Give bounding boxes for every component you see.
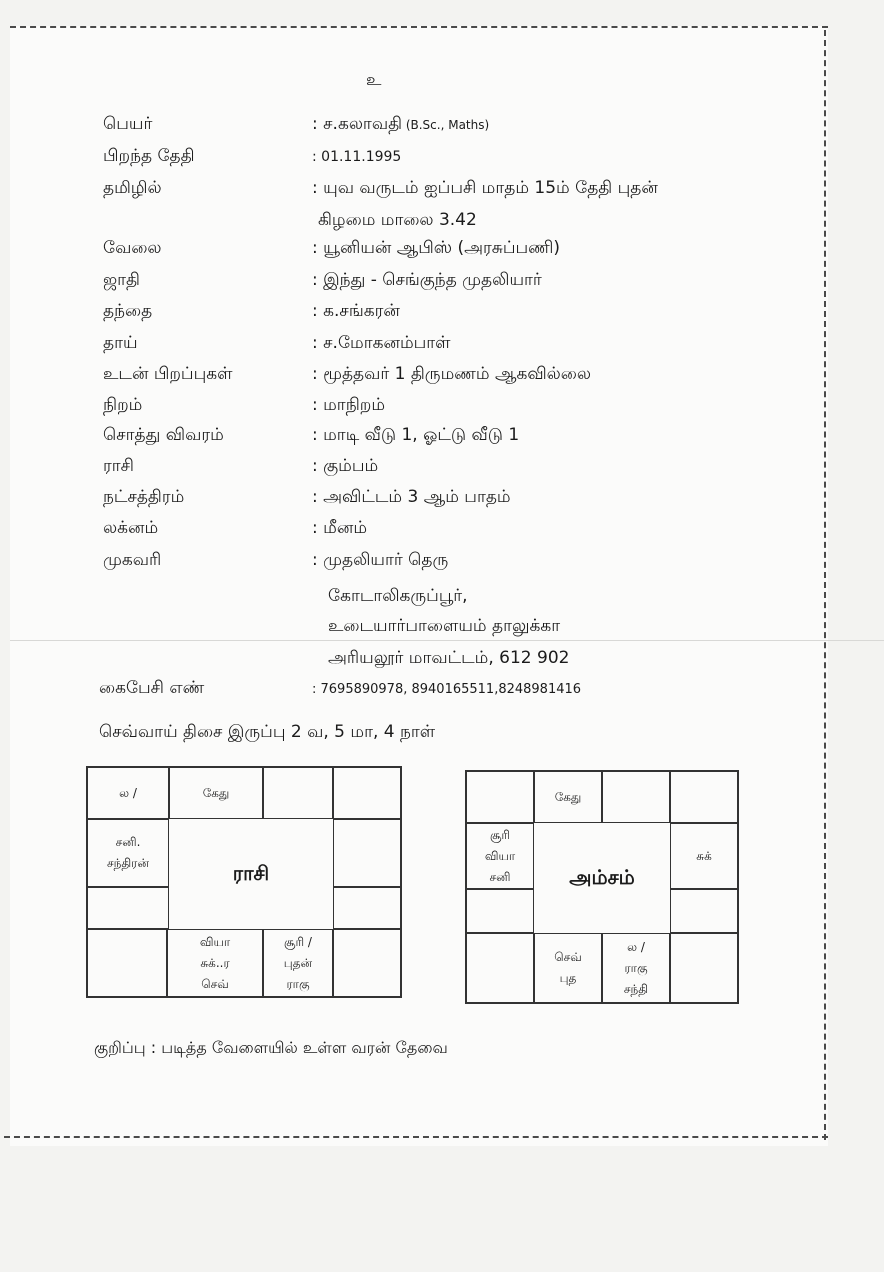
field-row-rasi: [0, 456, 884, 486]
field-label: பிறந்த தேதி: [103, 146, 195, 166]
field-value: : முதலியார் தெரு: [312, 550, 449, 570]
field-row-address: [0, 550, 884, 580]
phone-numbers: : 7695890978, 8940165511,8248981416: [312, 682, 582, 697]
field-value: : ச.கலாவதி (B.Sc., Maths): [312, 114, 490, 134]
amsam-house-9: செவ் புத: [534, 933, 602, 1003]
amsam-chart: [465, 770, 739, 1004]
rasi-house-2: கேது: [169, 767, 263, 819]
field-row-property: [0, 425, 884, 455]
field-value: : இந்து - செங்குந்த முதலியார்: [312, 270, 542, 290]
rasi-house-10: [87, 929, 167, 997]
rasi-chart-title: ராசி: [232, 860, 270, 885]
field-label: லக்னம்: [103, 518, 159, 538]
field-label: உடன் பிறப்புகள்: [103, 364, 233, 384]
amsam-house-2: கேது: [534, 771, 602, 823]
field-label: கைபேசி எண்: [99, 678, 205, 698]
field-row-phone: [0, 678, 884, 708]
amsam-house-11: [466, 889, 534, 933]
field-row-mother: [0, 333, 884, 363]
field-row-dob: [0, 146, 884, 176]
field-row-name: [0, 114, 884, 144]
rasi-house-7: [333, 929, 401, 997]
pillaiyar-suzhi-heading: உ: [366, 70, 382, 90]
amsam-house-1: [466, 771, 534, 823]
rasi-chart: [86, 766, 402, 998]
field-row-tamil-date: [0, 178, 884, 208]
rasi-house-8: சூரி / புதன் ராகு: [263, 929, 333, 997]
field-value-continued: கிழமை மாலை 3.42: [318, 210, 477, 230]
field-label: பெயர்: [103, 114, 153, 134]
field-row-complexion: [0, 395, 884, 425]
field-value: : யுவ வருடம் ஐப்பசி மாதம் 15ம் தேதி புதன்: [312, 178, 658, 198]
amsam-chart-title: அம்சம்: [569, 864, 635, 889]
field-value: : மாடி வீடு 1, ஓட்டு வீடு 1: [312, 425, 520, 445]
field-label: நிறம்: [103, 395, 143, 415]
address-line: கோடாலிகருப்பூர்,: [328, 586, 468, 606]
amsam-house-10: [466, 933, 534, 1003]
field-label: ராசி: [103, 456, 134, 476]
amsam-house-8: ல / ராகு சந்தி: [602, 933, 670, 1003]
paper-fold-line: [10, 640, 884, 641]
field-row-job: [0, 238, 884, 268]
amsam-house-12: சூரி வியா சனி: [466, 823, 534, 889]
field-value: : மூத்தவர் 1 திருமணம் ஆகவில்லை: [312, 364, 591, 384]
note-line: குறிப்பு : படித்த வேளையில் உள்ள வரன் தேவை: [94, 1038, 448, 1057]
qualification: (B.Sc., Maths): [402, 118, 490, 132]
field-row-lagnam: [0, 518, 884, 548]
amsam-house-4: [670, 771, 738, 823]
field-row-father: [0, 301, 884, 331]
field-value: : ச.மோகனம்பாள்: [312, 333, 451, 353]
field-value: : யூனியன் ஆபிஸ் (அரசுப்பணி): [312, 238, 561, 258]
field-label: தாய்: [103, 333, 138, 353]
field-value: : கும்பம்: [312, 456, 379, 476]
rasi-house-11: [87, 887, 169, 929]
field-label: தமிழில்: [103, 178, 162, 198]
rasi-house-4: [333, 767, 401, 819]
field-label: நட்சத்திரம்: [103, 487, 185, 507]
rasi-house-3: [263, 767, 333, 819]
field-value: : மீனம்: [312, 518, 368, 538]
field-label: தந்தை: [103, 301, 153, 321]
field-label: முகவரி: [103, 550, 162, 570]
amsam-house-6: [670, 889, 738, 933]
field-value: : மாநிறம்: [312, 395, 386, 415]
rasi-house-6: [333, 887, 401, 929]
rasi-house-12: சனி. சந்திரன்: [87, 819, 169, 887]
rasi-house-5: [333, 819, 401, 887]
field-label: சொத்து விவரம்: [103, 425, 224, 445]
address-line: அரியலூர் மாவட்டம், 612 902: [328, 648, 570, 668]
amsam-house-3: [602, 771, 670, 823]
field-row-siblings: [0, 364, 884, 394]
field-value: : க.சங்கரன்: [312, 301, 400, 321]
field-label: வேலை: [103, 238, 162, 258]
dashed-border-top: [10, 26, 828, 28]
address-line: உடையார்பாளையம் தாலுக்கா: [328, 616, 561, 636]
field-value: : அவிட்டம் 3 ஆம் பாதம்: [312, 487, 511, 507]
field-row-caste: [0, 270, 884, 300]
amsam-house-5: சுக்: [670, 823, 738, 889]
amsam-house-7: [670, 933, 738, 1003]
field-value: : 01.11.1995: [312, 149, 402, 165]
rasi-house-9: வியா சுக்..ர செவ்: [167, 929, 263, 997]
dasa-balance-line: செவ்வாய் திசை இருப்பு 2 வ, 5 மா, 4 நாள்: [99, 722, 436, 742]
rasi-house-1: ல /: [87, 767, 169, 819]
dashed-border-bottom: [4, 1136, 828, 1138]
field-label: ஜாதி: [103, 270, 140, 290]
field-row-star: [0, 487, 884, 517]
